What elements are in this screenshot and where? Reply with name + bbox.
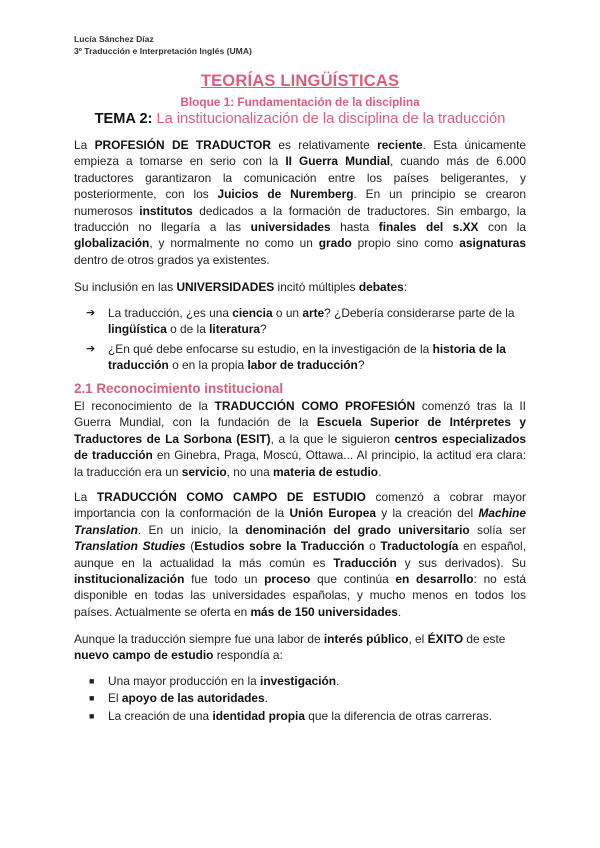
paragraph-profession: La PROFESIÓN DE TRADUCTOR es relativamente reciente. Esta únicamente empieza a tomarse en serio con la II Guerra Mundial, cuando más de 6.000 traductores garantizaron la comunicación entre los países beligerantes, y posteriormente, con los Juicios de Nuremberg. En un principio se crearon numerosos institutos dedicados a la formación de traductores. Sin embargo, la traducción no llegaría a las universidades hasta finales del s.XX con la globalización, y normalmente no como un grado propio sino como asignaturas dentro de otros grados ya existentes. xyxy=(74,138,527,267)
topic-label: TEMA 2: xyxy=(94,111,153,127)
block-subtitle: Bloque 1: Fundamentación de la disciplina xyxy=(180,95,420,109)
paragraph-success: Aunque la traducción siempre fue una labor de interés público, el ÉXITO de este nuevo campo de estudio respondía a: xyxy=(74,632,506,663)
list-item: ➔ ¿En qué debe enfocarse su estudio, en la investigación de la historia de la traducción o en la propia labor de traducción? xyxy=(86,341,506,373)
page-header xyxy=(74,33,252,57)
document-title: TEORÍAS LINGÜÍSTICAS xyxy=(200,72,400,90)
topic-text: La institucionalización de la disciplina de la traducción xyxy=(152,111,506,127)
success-factors-list xyxy=(74,673,526,724)
debate-list xyxy=(74,305,526,374)
square-bullet-icon: ■ xyxy=(89,710,95,721)
list-item: ■ Una mayor producción en la investigación. xyxy=(89,674,340,688)
section-heading: 2.1 Reconocimiento institucional xyxy=(74,381,284,396)
list-item: ■ El apoyo de las autoridades. xyxy=(89,691,268,706)
topic-heading xyxy=(0,111,600,127)
paragraph-field-of-study: La TRADUCCIÓN COMO CAMPO DE ESTUDIO comenzó a cobrar mayor importancia con la conformación de la Unión Europea y la creación del Machine Translation. En un inicio, la denominación del grado universitario solía ser Translation Studies (Estudios sobre la Traducción o Traductología en español, aunque en la actualidad la más común es Traducción y sus derivados). Su institucionalización fue todo un proceso que continúa en desarrollo: no está disponible en todas las universidades españolas, y mucho menos en todos los países. Actualmente se oferta en más de 150 universidades. xyxy=(74,490,527,619)
author-name: Lucía Sánchez Díaz xyxy=(74,34,154,44)
list-item: ■ La creación de una identidad propia que la diferencia de otras carreras. xyxy=(89,708,492,723)
course-name: 3º Traducción e Interpretación Inglés (UMA) xyxy=(74,46,252,56)
square-bullet-icon: ■ xyxy=(89,676,95,686)
paragraph-universities: Su inclusión en las UNIVERSIDADES incitó múltiples debates: xyxy=(74,280,408,294)
square-bullet-icon: ■ xyxy=(89,693,95,704)
arrow-icon: ➔ xyxy=(86,342,96,355)
list-item: ➔ La traducción, ¿es una ciencia o un arte? ¿Debería considerarse parte de la lingüística o de la literatura? xyxy=(86,306,515,337)
paragraph-recognition: El reconocimiento de la TRADUCCIÓN COMO PROFESIÓN comenzó tras la II Guerra Mundial, con la fundación de la Escuela Superior de Intérpretes y Traductores de La Sorbona (ESIT), a la que le siguieron centros especializados de traducción en Ginebra, Praga, Moscú, Ottawa... Al principio, la actitud era clara: la traducción era un servicio, no una materia de estudio. xyxy=(74,399,526,479)
arrow-icon: ➔ xyxy=(86,307,96,319)
